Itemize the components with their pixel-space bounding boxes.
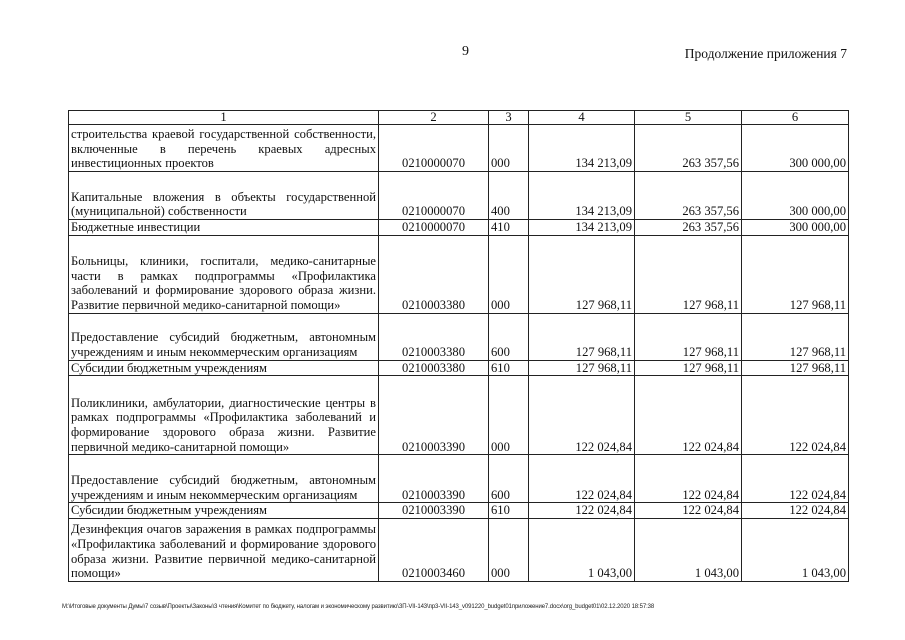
row-name: Поликлиники, амбулатории, диагностические центры в рамках подпрограммы «Профилактика заболеваний и формирование здорового образа жизни. Развитие первичной медико-санитарной помощи» [69, 376, 379, 455]
table-row [69, 455, 849, 503]
expense-type-code: 610 [489, 360, 529, 376]
table-row [69, 220, 849, 236]
amount-col5: 127 968,11 [635, 313, 742, 360]
amount-col6: 127 968,11 [742, 313, 849, 360]
expense-type-code: 000 [489, 235, 529, 313]
amount-col6: 1 043,00 [742, 518, 849, 581]
amount-col6: 122 024,84 [742, 376, 849, 455]
amount-col4: 134 213,09 [529, 172, 635, 220]
amount-col5: 263 357,56 [635, 172, 742, 220]
target-article-code: 0210003460 [379, 518, 489, 581]
amount-col5: 1 043,00 [635, 518, 742, 581]
target-article-code: 0210003390 [379, 455, 489, 503]
amount-col5: 127 968,11 [635, 360, 742, 376]
row-name: Дезинфекция очагов заражения в рамках подпрограммы «Профилактика заболеваний и формирование здорового образа жизни. Развитие первичной медико-санитарной помощи» [69, 518, 379, 581]
expense-type-code: 000 [489, 518, 529, 581]
amount-col4: 122 024,84 [529, 503, 635, 519]
amount-col5: 122 024,84 [635, 455, 742, 503]
amount-col6: 300 000,00 [742, 125, 849, 172]
amount-col4: 127 968,11 [529, 235, 635, 313]
expense-type-code: 400 [489, 172, 529, 220]
expense-type-code: 000 [489, 125, 529, 172]
target-article-code: 0210000070 [379, 125, 489, 172]
amount-col4: 134 213,09 [529, 125, 635, 172]
target-article-code: 0210003390 [379, 376, 489, 455]
row-name: Предоставление субсидий бюджетным, автономным учреждениям и иным некоммерческим организациям [69, 455, 379, 503]
table-row [69, 360, 849, 376]
document-file-path: М:\Итоговые документы Думы\7 созыв\Проекты\Законы\3 чтения\Комитет по бюджету, налогам и экономическому развитию\ЗП-VII-143\пр3-VII-143_v091220_budget01приложение7.docx\org_budget01\02.12.2020 18:57:38 [62, 604, 655, 610]
row-name: Субсидии бюджетным учреждениям [69, 503, 379, 519]
row-name: строительства краевой государственной собственности, включенные в перечень краевых адресных инвестиционных проектов [69, 125, 379, 172]
column-header: 6 [742, 111, 849, 125]
amount-col6: 127 968,11 [742, 235, 849, 313]
row-name: Больницы, клиники, госпитали, медико-санитарные части в рамках подпрограммы «Профилактика заболеваний и формирование здорового образа жизни. Развитие первичной медико-санитарной помощи» [69, 235, 379, 313]
target-article-code: 0210000070 [379, 220, 489, 236]
amount-col4: 127 968,11 [529, 360, 635, 376]
amount-col4: 1 043,00 [529, 518, 635, 581]
row-name: Капитальные вложения в объекты государственной (муниципальной) собственности [69, 172, 379, 220]
table-row [69, 172, 849, 220]
column-header: 5 [635, 111, 742, 125]
expense-type-code: 000 [489, 376, 529, 455]
amount-col5: 122 024,84 [635, 376, 742, 455]
column-number-row [69, 111, 849, 125]
column-header: 2 [379, 111, 489, 125]
page-number: 9 [462, 44, 469, 59]
column-header: 3 [489, 111, 529, 125]
amount-col5: 263 357,56 [635, 125, 742, 172]
target-article-code: 0210003380 [379, 360, 489, 376]
table-row [69, 503, 849, 519]
expense-type-code: 600 [489, 455, 529, 503]
amount-col5: 122 024,84 [635, 503, 742, 519]
amount-col4: 122 024,84 [529, 455, 635, 503]
amount-col6: 300 000,00 [742, 172, 849, 220]
expense-type-code: 600 [489, 313, 529, 360]
amount-col4: 134 213,09 [529, 220, 635, 236]
target-article-code: 0210000070 [379, 172, 489, 220]
amount-col6: 122 024,84 [742, 455, 849, 503]
amount-col4: 122 024,84 [529, 376, 635, 455]
target-article-code: 0210003380 [379, 235, 489, 313]
row-name: Бюджетные инвестиции [69, 220, 379, 236]
table-row [69, 235, 849, 313]
expense-type-code: 410 [489, 220, 529, 236]
table-row [69, 376, 849, 455]
amount-col6: 122 024,84 [742, 503, 849, 519]
budget-table [68, 110, 849, 582]
amount-col5: 263 357,56 [635, 220, 742, 236]
expense-type-code: 610 [489, 503, 529, 519]
amount-col4: 127 968,11 [529, 313, 635, 360]
target-article-code: 0210003390 [379, 503, 489, 519]
amount-col6: 300 000,00 [742, 220, 849, 236]
row-name: Субсидии бюджетным учреждениям [69, 360, 379, 376]
table-row [69, 125, 849, 172]
column-header: 4 [529, 111, 635, 125]
amount-col5: 127 968,11 [635, 235, 742, 313]
table-row [69, 518, 849, 581]
row-name: Предоставление субсидий бюджетным, автономным учреждениям и иным некоммерческим организациям [69, 313, 379, 360]
column-header: 1 [69, 111, 379, 125]
amount-col6: 127 968,11 [742, 360, 849, 376]
target-article-code: 0210003380 [379, 313, 489, 360]
appendix-continuation-title: Продолжение приложения 7 [684, 46, 847, 61]
table-row [69, 313, 849, 360]
